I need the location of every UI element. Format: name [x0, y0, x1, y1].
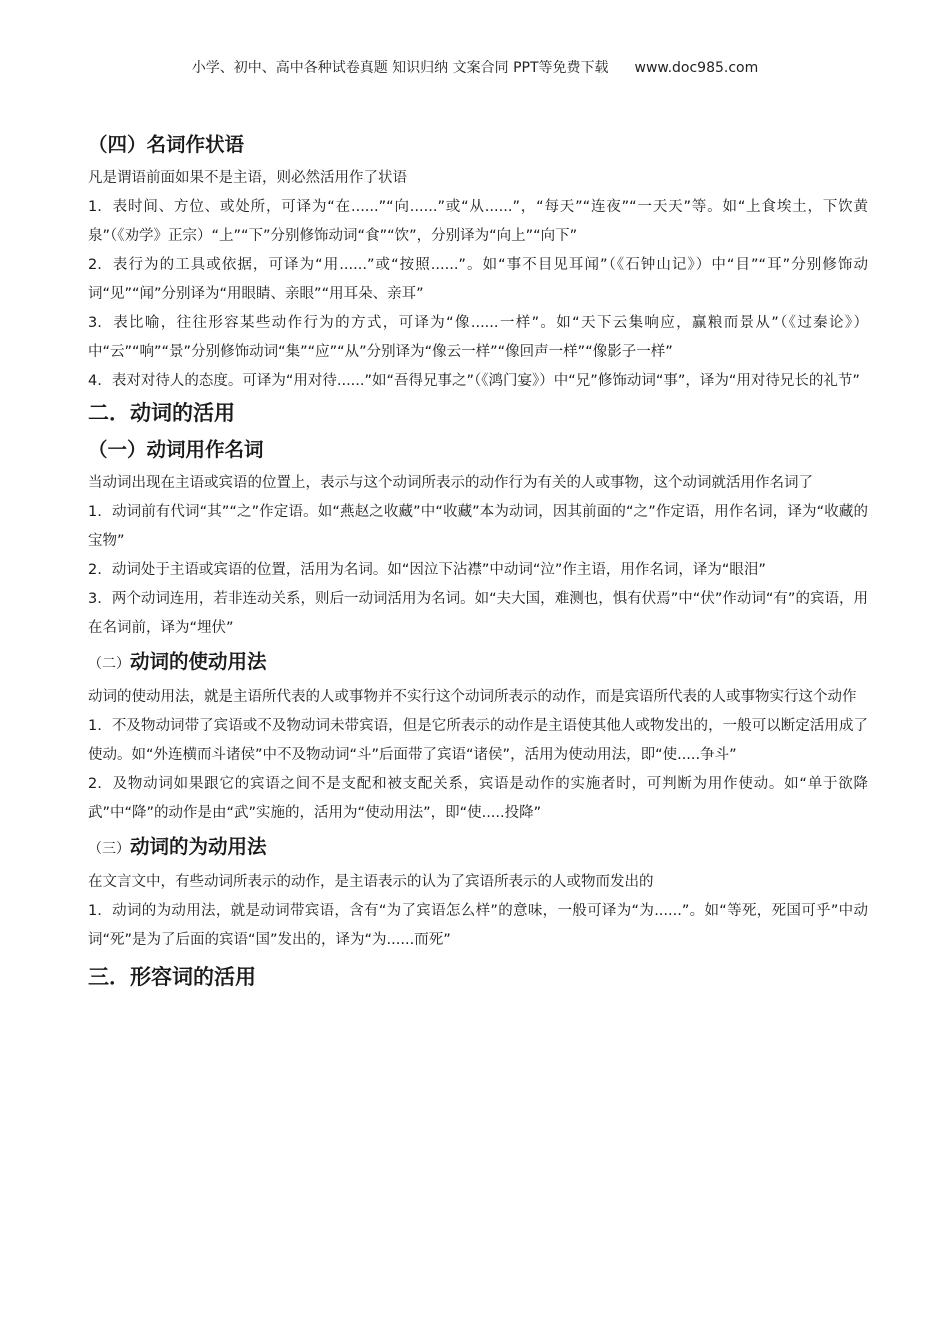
heading-noun-as-adverbial: （四）名词作状语: [88, 133, 245, 156]
item-text: 动词的为动用法，就是动词带宾语，含有“为了宾语怎么样”的意味，一般可译为“为......”。如“等死，死国可乎”中动词“死”是为了后面的宾语“国”发出的，译为“为......而死”: [88, 903, 868, 948]
list-item: [88, 556, 868, 585]
item-number: 2.: [88, 257, 102, 273]
item-text: 动词前有代词“其”“之”作定语。如“燕赵之收藏”中“收藏”本为动词，因其前面的“之”作定语，用作名词，译为“收藏的宝物”: [88, 504, 868, 549]
item-number: 1.: [88, 903, 102, 919]
item-number: 1.: [88, 504, 102, 520]
heading-causative-usage: [88, 647, 868, 679]
list-item: [88, 897, 868, 955]
header-text: 小学、初中、高中各种试卷真题 知识归纳 文案合同 PPT等免费下载: [191, 60, 609, 76]
heading-prefix: （三）: [88, 841, 130, 857]
list-item: [88, 498, 868, 556]
heading-title: 动词的使动用法: [130, 650, 267, 673]
page-header: [0, 57, 950, 77]
paragraph-intro: 当动词出现在主语或宾语的位置上，表示与这个动词所表示的动作行为有关的人或事物，这个动词就活用作名词了: [88, 475, 813, 491]
item-text: 表对对待人的态度。可译为“用对待......”如“吾得兄事之”（《鸿门宴》）中“兄”修饰动词“事”，译为“用对待兄长的礼节”: [111, 373, 860, 389]
paragraph-intro: 动词的使动用法，就是主语所代表的人或事物并不实行这个动词所表示的动作，而是宾语所代表的人或事物实行这个动作: [88, 689, 857, 705]
item-text: 表比喻，往往形容某些动作行为的方式，可译为“像......一样”。如“天下云集响应，赢粮而景从”（《过秦论》）中“云”“响”“景”分别修饰动词“集”“应”“从”分别译为“像云一样”“像回声一样”“像影子一样”: [88, 315, 868, 360]
heading-verb-usage: 二．动词的活用: [88, 401, 235, 425]
list-item: [88, 367, 868, 396]
heading-adjective-usage: 三．形容词的活用: [88, 965, 256, 989]
item-text: 表时间、方位、或处所，可译为“在......”“向......”或“从......”，“每天”“连夜”“一天天”等。如“上食埃土，下饮黄泉”（《劝学》正宗）“上”“下”分别修饰动词“食”“饮”，分别译为“向上”“向下”: [88, 199, 868, 244]
paragraph-intro: 在文言文中，有些动词所表示的动作，是主语表示的认为了宾语所表示的人或物而发出的: [88, 874, 654, 890]
item-number: 3.: [88, 591, 102, 607]
list-item: [88, 712, 868, 770]
heading-purposive-usage: [88, 832, 868, 864]
item-number: 1.: [88, 718, 102, 734]
paragraph-intro: 凡是谓语前面如果不是主语，则必然活用作了状语: [88, 170, 407, 186]
header-url: www.doc985.com: [634, 60, 759, 76]
item-number: 2.: [88, 776, 102, 792]
list-item: [88, 309, 868, 367]
list-item: [88, 585, 868, 643]
document-body: [88, 130, 868, 993]
item-number: 4.: [88, 373, 102, 389]
item-number: 2.: [88, 562, 102, 578]
heading-title: 动词的为动用法: [130, 835, 267, 858]
item-text: 动词处于主语或宾语的位置，活用为名词。如“因泣下沾襟”中动词“泣”作主语，用作名词，译为“眼泪”: [111, 562, 766, 578]
item-text: 及物动词如果跟它的宾语之间不是支配和被支配关系，宾语是动作的实施者时，可判断为用作使动。如“单于欲降武”中“降”的动作是由“武”实施的，活用为“使动用法”，即“使.....投降”: [88, 776, 868, 821]
list-item: [88, 770, 868, 828]
item-text: 两个动词连用，若非连动关系，则后一动词活用为名词。如“夫大国，难测也，惧有伏焉”中“伏”作动词“有”的宾语，用在名词前，译为“埋伏”: [88, 591, 868, 636]
heading-verb-as-noun: （一）动词用作名词: [88, 438, 264, 461]
list-item: [88, 251, 868, 309]
heading-prefix: （二）: [88, 656, 130, 672]
item-text: 表行为的工具或依据，可译为“用......”或“按照......”。如“事不目见耳闻”（《石钟山记》）中“目”“耳”分别修饰动词“见”“闻”分别译为“用眼睛、亲眼”“用耳朵、亲耳”: [88, 257, 868, 302]
item-number: 3.: [88, 315, 102, 331]
item-text: 不及物动词带了宾语或不及物动词未带宾语，但是它所表示的动作是主语使其他人或物发出的，一般可以断定活用成了使动。如“外连横而斗诸侯”中不及物动词“斗”后面带了宾语“诸侯”，活用为使动用法，即“使.....争斗”: [88, 718, 868, 763]
list-item: [88, 193, 868, 251]
item-number: 1.: [88, 199, 102, 215]
